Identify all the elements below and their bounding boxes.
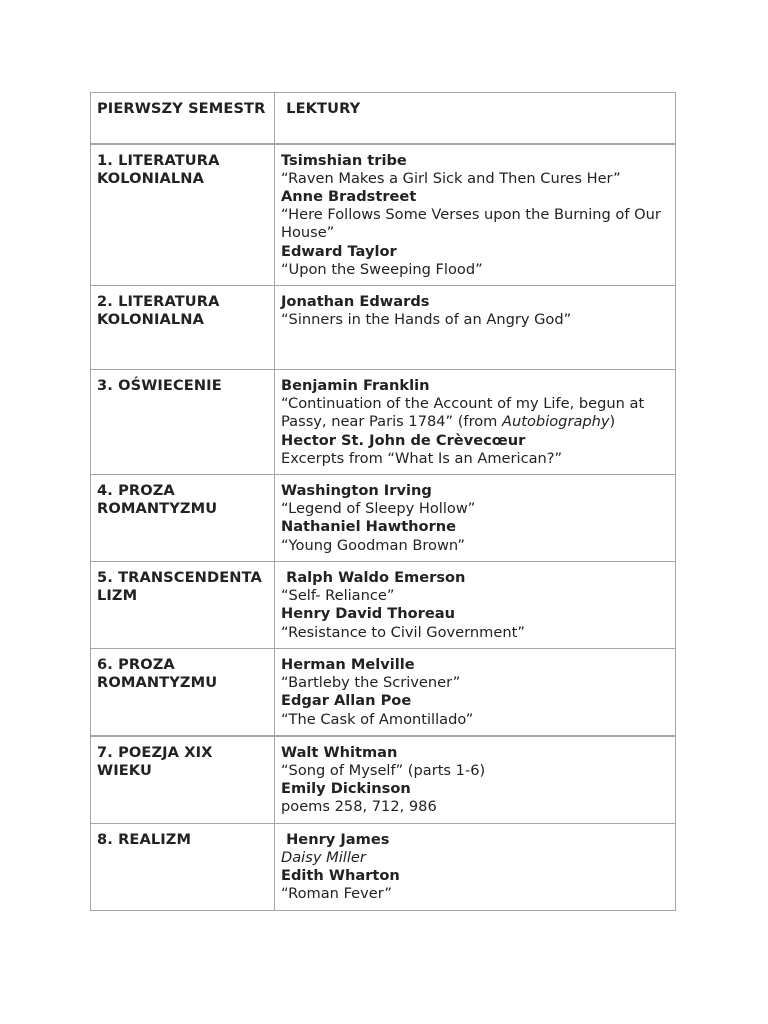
work-title: “Legend of Sleepy Hollow” bbox=[281, 500, 476, 518]
semester-label: 6. PROZA ROMANTYZMU bbox=[97, 655, 218, 692]
author-name: Hector St. John de Crèvecœur bbox=[281, 431, 526, 449]
author-name: Herman Melville bbox=[281, 655, 415, 673]
work-title: “Here Follows Some Verses upon the Burning of Our House” bbox=[281, 206, 661, 242]
readings-cell bbox=[275, 369, 676, 474]
author-name: Ralph Waldo Emerson bbox=[281, 568, 466, 586]
author-name: Edith Wharton bbox=[281, 866, 400, 884]
semester-cell bbox=[91, 369, 275, 474]
author-name: Benjamin Franklin bbox=[281, 376, 430, 394]
author-name: Edgar Allan Poe bbox=[281, 692, 412, 710]
work-title: “Self- Reliance” bbox=[281, 587, 395, 605]
readings-cell bbox=[275, 736, 676, 823]
work-title: “Sinners in the Hands of an Angry God” bbox=[281, 311, 572, 329]
header-semester: PIERWSZY SEMESTR bbox=[97, 100, 266, 117]
author-name: Edward Taylor bbox=[281, 242, 397, 260]
author-name: Tsimshian tribe bbox=[281, 151, 407, 169]
semester-label: 2. LITERATURA KOLONIALNA bbox=[97, 292, 220, 329]
work-title: “The Cask of Amontillado” bbox=[281, 710, 474, 728]
syllabus-table bbox=[90, 92, 676, 911]
table-row bbox=[91, 561, 676, 648]
author-name: Henry James bbox=[281, 830, 390, 848]
work-title-part: ) bbox=[609, 413, 616, 431]
table-row bbox=[91, 369, 676, 474]
readings-cell bbox=[275, 823, 676, 910]
table-row bbox=[91, 736, 676, 823]
table-row bbox=[91, 823, 676, 910]
semester-cell bbox=[91, 561, 275, 648]
author-name: Henry David Thoreau bbox=[281, 605, 455, 623]
work-title: “Resistance to Civil Government” bbox=[281, 623, 525, 641]
header-readings-cell bbox=[275, 93, 676, 144]
header-row bbox=[91, 93, 676, 144]
readings-cell bbox=[275, 474, 676, 561]
work-title: “Roman Fever” bbox=[281, 885, 392, 903]
author-name: Nathaniel Hawthorne bbox=[281, 518, 457, 536]
readings-cell bbox=[275, 144, 676, 286]
work-title: “Bartleby the Scrivener” bbox=[281, 674, 461, 692]
work-title: “Young Goodman Brown” bbox=[281, 536, 465, 554]
author-name: Emily Dickinson bbox=[281, 780, 411, 798]
semester-cell bbox=[91, 736, 275, 823]
work-title: “Song of Myself” (parts 1-6) bbox=[281, 761, 486, 779]
semester-cell bbox=[91, 285, 275, 369]
header-semester-cell bbox=[91, 93, 275, 144]
semester-label: 3. OŚWIECENIE bbox=[97, 376, 222, 394]
semester-label: 8. REALIZM bbox=[97, 830, 192, 848]
semester-label: 5. TRANSCENDENTALIZM bbox=[97, 568, 262, 605]
semester-cell bbox=[91, 144, 275, 286]
author-name: Anne Bradstreet bbox=[281, 187, 417, 205]
table-row bbox=[91, 474, 676, 561]
semester-cell bbox=[91, 474, 275, 561]
author-name: Walt Whitman bbox=[281, 743, 398, 761]
author-name: Washington Irving bbox=[281, 481, 432, 499]
table-row bbox=[91, 144, 676, 286]
semester-cell bbox=[91, 648, 275, 735]
readings-cell bbox=[275, 561, 676, 648]
header-readings: LEKTURY bbox=[281, 100, 361, 117]
book-title: Autobiography bbox=[502, 413, 610, 431]
table-row bbox=[91, 648, 676, 735]
semester-label: 7. POEZJA XIX WIEKU bbox=[97, 743, 213, 779]
readings-cell bbox=[275, 648, 676, 735]
work-title-part: “Continuation of the Account of my Life, begun at Passy, near Paris 1784” (from bbox=[281, 395, 645, 431]
work-title bbox=[281, 395, 669, 431]
semester-label: 4. PROZA ROMANTYZMU bbox=[97, 481, 218, 518]
semester-cell bbox=[91, 823, 275, 910]
table-row bbox=[91, 285, 676, 369]
work-title: poems 258, 712, 986 bbox=[281, 798, 437, 816]
work-title: “Raven Makes a Girl Sick and Then Cures Her” bbox=[281, 169, 621, 187]
book-title: Daisy Miller bbox=[281, 848, 366, 866]
author-name: Jonathan Edwards bbox=[281, 292, 430, 310]
semester-label: 1. LITERATURA KOLONIALNA bbox=[97, 151, 220, 187]
work-title: “Upon the Sweeping Flood” bbox=[281, 260, 483, 278]
readings-cell bbox=[275, 285, 676, 369]
work-title: Excerpts from “What Is an American?” bbox=[281, 449, 563, 467]
